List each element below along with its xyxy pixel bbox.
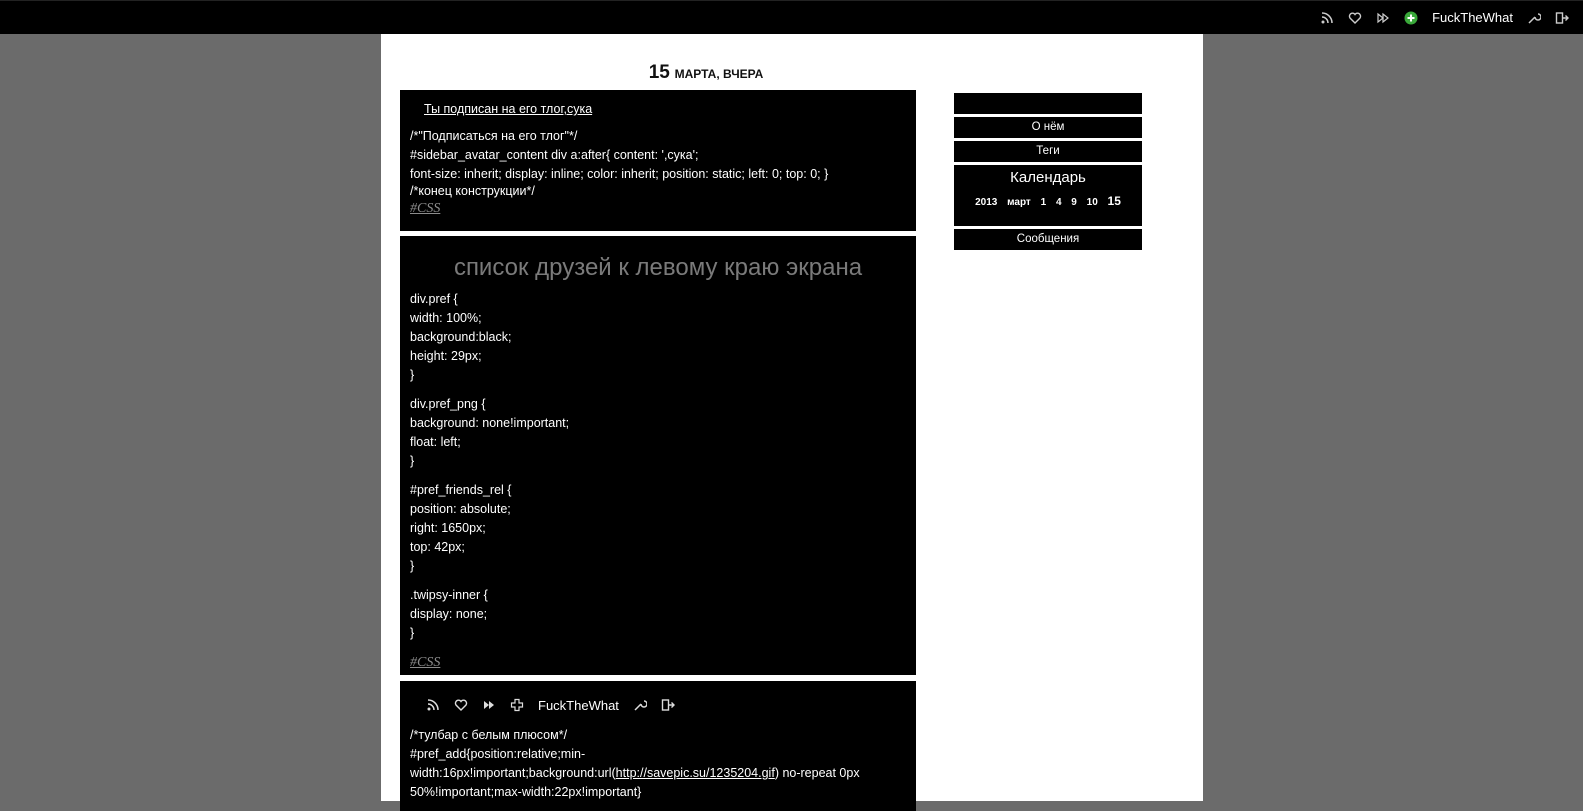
code-line: } xyxy=(410,626,415,640)
code-line: .twipsy-inner { xyxy=(410,588,488,602)
calendar-month[interactable]: март xyxy=(1007,197,1031,208)
code-line: float: left; xyxy=(410,435,461,449)
code-line: display: none; xyxy=(410,607,488,621)
heart-icon[interactable] xyxy=(1348,11,1362,25)
logout-icon xyxy=(661,698,675,712)
plus-icon xyxy=(510,698,524,712)
add-icon[interactable] xyxy=(1404,11,1418,25)
calendar-day[interactable]: 9 xyxy=(1071,197,1077,208)
sidebar-item-messages[interactable]: Сообщения xyxy=(954,229,1142,250)
post-3 xyxy=(400,681,916,811)
code-line: top: 42px; xyxy=(410,540,465,554)
code-line: } xyxy=(410,454,415,468)
code-line xyxy=(410,764,906,783)
toolbar-items xyxy=(1320,1,1569,34)
code-block xyxy=(410,586,906,643)
username-preview: FuckTheWhat xyxy=(538,697,619,713)
code-line: width: 100%; xyxy=(410,311,482,325)
code-line: background:black; xyxy=(410,330,512,344)
tlog-page xyxy=(381,34,1203,801)
code-block xyxy=(410,290,906,385)
code-line: font-size: inherit; display: inline; color: inherit; position: static; left: 0; top: 0; } xyxy=(410,167,829,181)
calendar-year[interactable]: 2013 xyxy=(975,197,998,208)
code-line: #sidebar_avatar_content div a:after{ content: ',сука'; xyxy=(410,148,699,162)
tag-link[interactable]: #CSS xyxy=(410,655,441,670)
heart-icon xyxy=(454,698,468,712)
date-day: 15 xyxy=(648,62,670,83)
top-toolbar xyxy=(0,0,1583,34)
subscribed-link[interactable]: Ты подписан на его тлог,сука xyxy=(424,102,593,116)
date-rest: МАРТА, ВЧЕРА xyxy=(674,67,764,81)
code-text: ) no-repeat 0px xyxy=(774,766,860,780)
code-text: width:16px!important;background:url( xyxy=(410,766,616,780)
fast-forward-icon[interactable] xyxy=(1376,11,1390,25)
calendar-day-current[interactable]: 15 xyxy=(1107,194,1121,208)
rss-icon xyxy=(426,698,440,712)
username-link[interactable]: FuckTheWhat xyxy=(1432,10,1513,25)
calendar-title: Календарь xyxy=(1010,169,1086,186)
image-url-link[interactable]: http://savepic.su/1235204.gif xyxy=(615,766,775,780)
sidebar-item-tags[interactable]: Теги xyxy=(954,141,1142,162)
code-line: } xyxy=(410,368,415,382)
fast-forward-icon xyxy=(482,698,496,712)
rss-icon[interactable] xyxy=(1320,11,1334,25)
wrench-icon xyxy=(633,698,647,712)
code-line: #pref_add{position:relative;min- xyxy=(410,747,586,761)
calendar-day[interactable]: 4 xyxy=(1055,197,1062,208)
post-title: список друзей к левому краю экрана xyxy=(453,254,863,281)
calendar-day[interactable]: 1 xyxy=(1040,197,1047,208)
code-line: /*"Подписаться на его тлог"*/ xyxy=(410,129,578,143)
code-line: right: 1650px; xyxy=(410,521,486,535)
wrench-icon[interactable] xyxy=(1527,11,1541,25)
code-line: position: absolute; xyxy=(410,502,511,516)
code-line: #pref_friends_rel { xyxy=(410,483,512,497)
sidebar-calendar xyxy=(954,165,1142,226)
date-heading xyxy=(381,62,1031,84)
code-line: } xyxy=(410,559,415,573)
code-line: /*тулбар с белым плюсом*/ xyxy=(410,728,568,742)
post-1 xyxy=(400,90,916,231)
calendar-day[interactable]: 10 xyxy=(1086,197,1098,208)
post-2 xyxy=(400,236,916,675)
calendar-row xyxy=(954,194,1142,208)
sidebar-avatar-box xyxy=(954,93,1142,114)
sidebar-item-about[interactable]: О нём xyxy=(954,117,1142,138)
sidebar xyxy=(954,93,1142,253)
code-line: 50%!important;max-width:22px!important} xyxy=(410,785,642,799)
code-line: height: 29px; xyxy=(410,349,482,363)
code-block xyxy=(410,481,906,576)
logout-icon[interactable] xyxy=(1555,11,1569,25)
post-toolbar-preview xyxy=(426,696,906,714)
code-block xyxy=(410,395,906,471)
code-line: div.pref { xyxy=(410,292,458,306)
code-line: background: none!important; xyxy=(410,416,570,430)
code-line: /*конец конструкции*/ xyxy=(410,184,535,198)
tag-link[interactable]: #CSS xyxy=(410,201,441,216)
code-line: div.pref_png { xyxy=(410,397,486,411)
